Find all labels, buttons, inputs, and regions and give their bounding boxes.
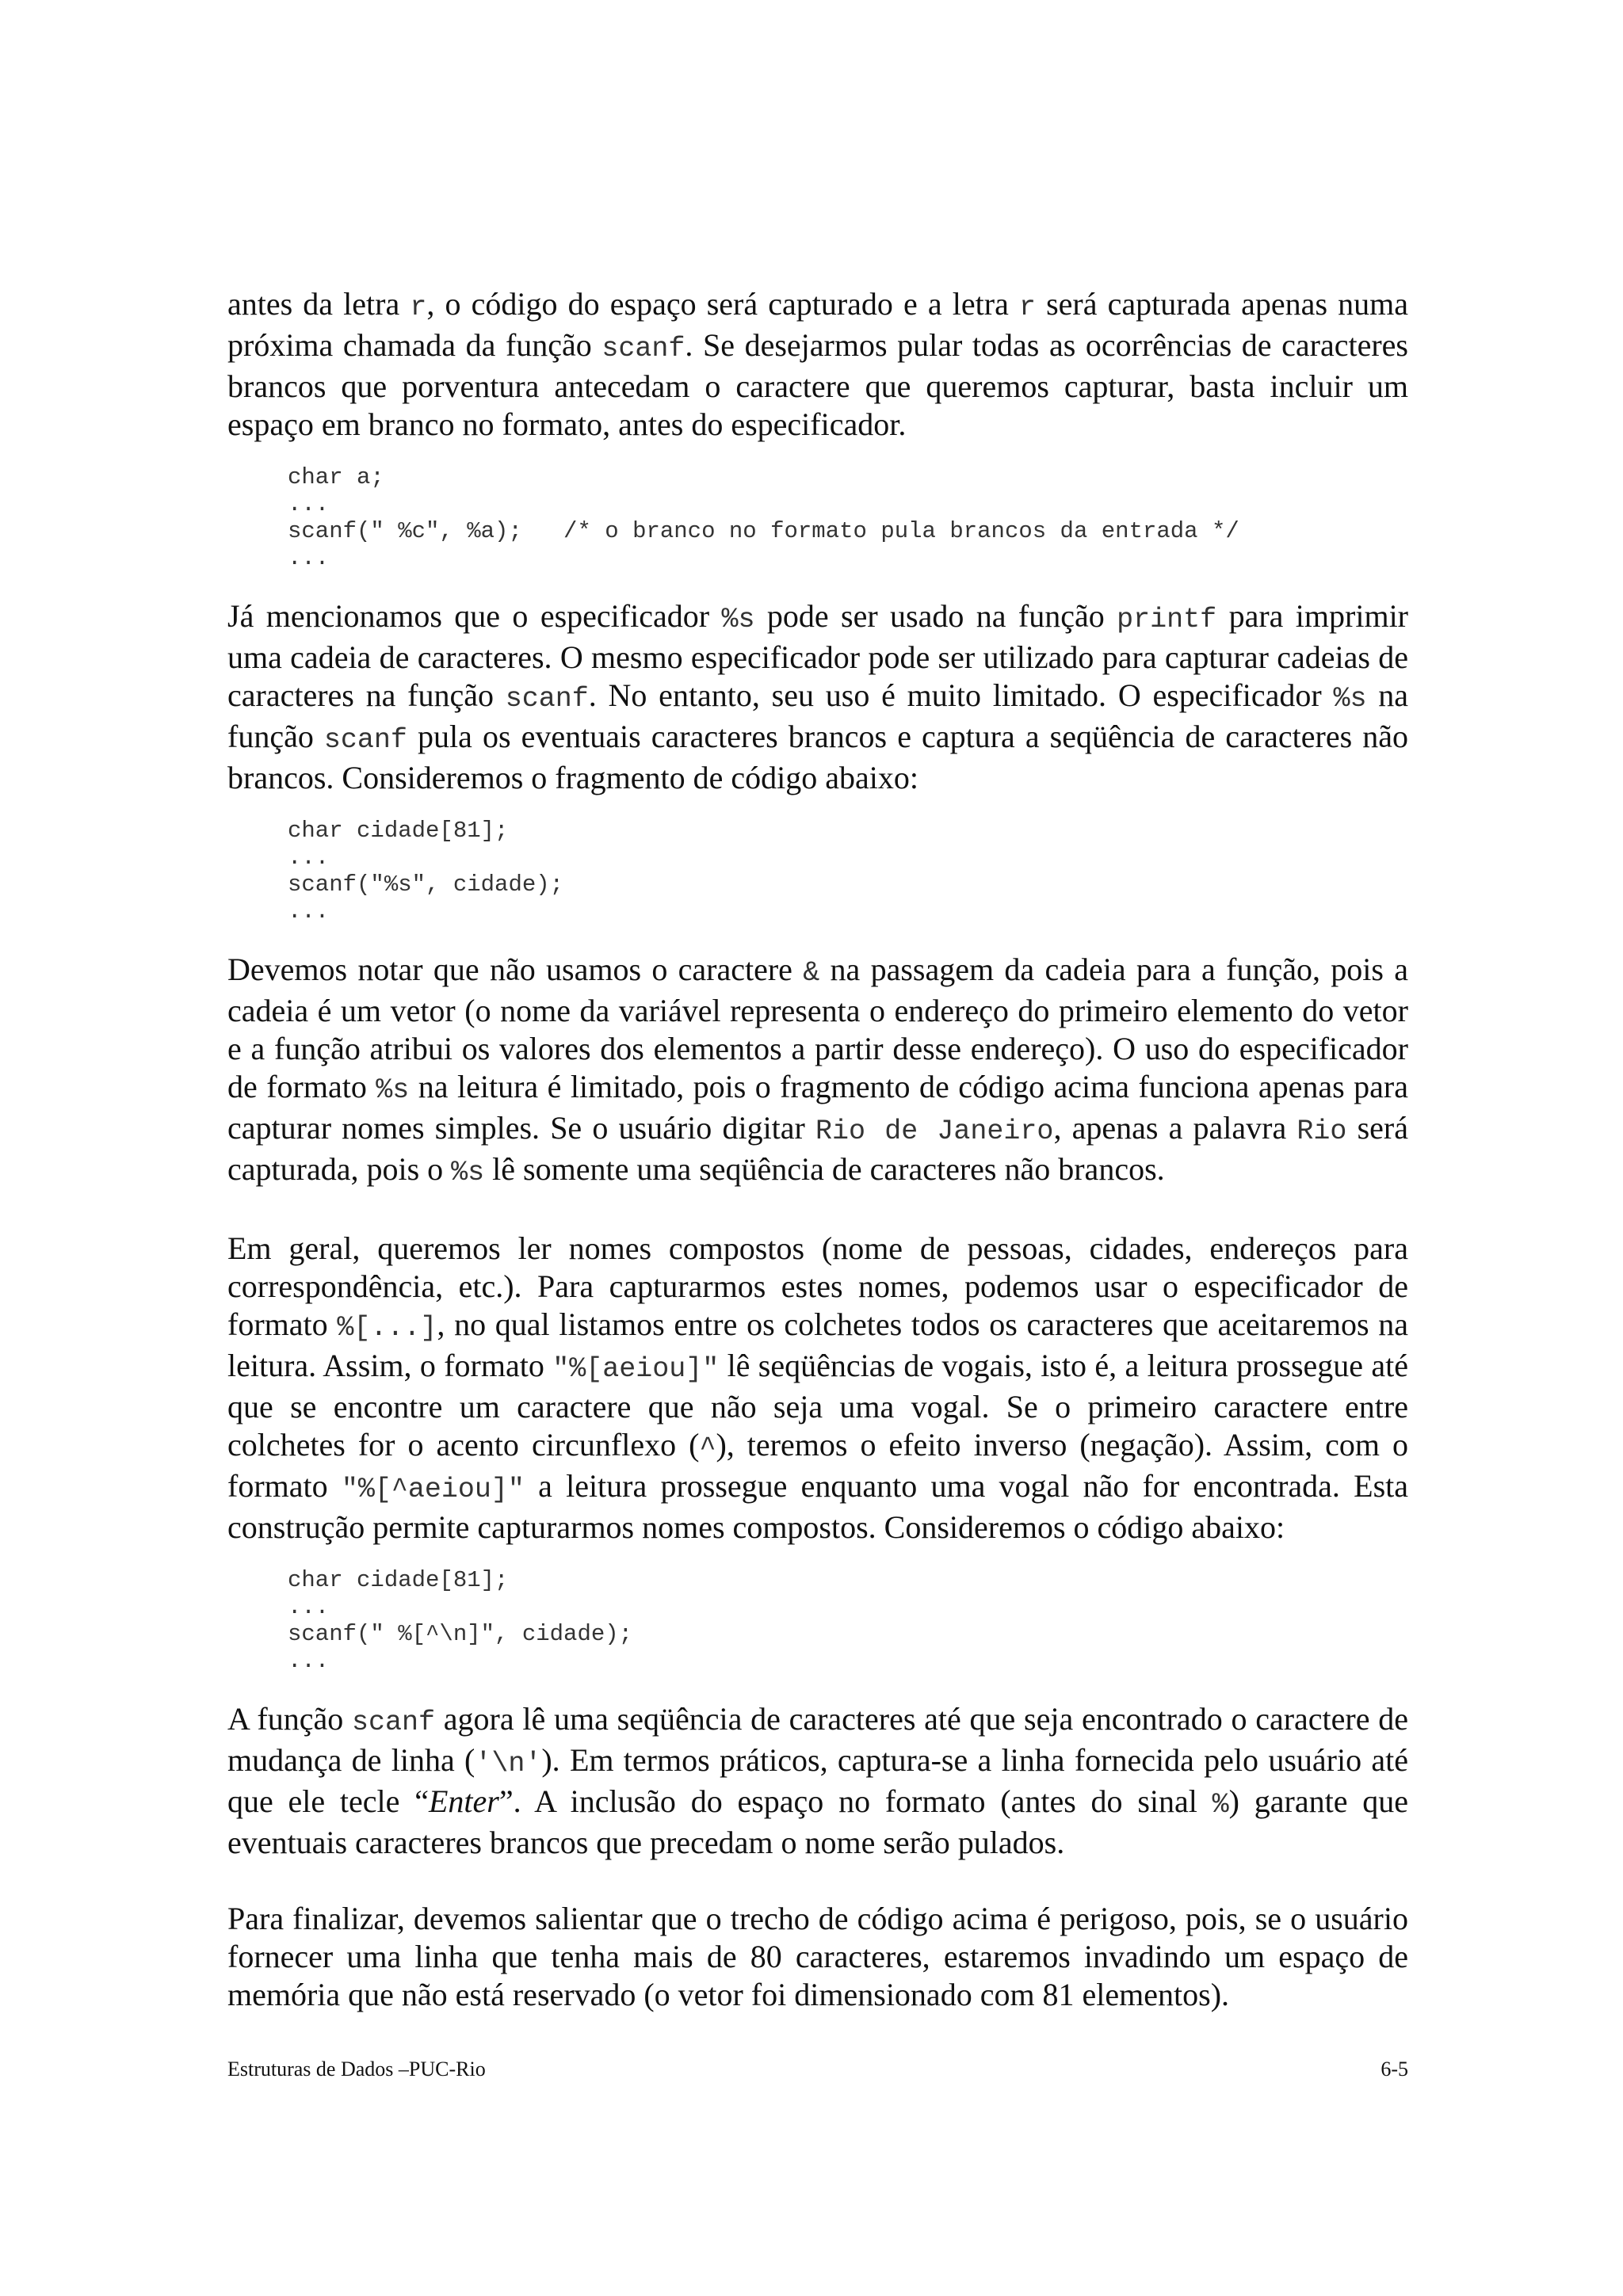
inline-code: scanf	[352, 1707, 436, 1738]
inline-code: Rio de Janeiro	[815, 1116, 1054, 1147]
inline-code: &	[803, 957, 820, 989]
text: Em geral, queremos ler nomes compostos (nome de pessoas, cidades, endereços para correspondência, etc.). Para capturarmos estes nomes, podemos usar o especificador de formato	[227, 1230, 1408, 1342]
text: para imprimir uma cadeia de caracteres. O mesmo especificador pode ser utilizado para capturar cadeias de caracteres na função	[227, 598, 1409, 713]
text: ) garante que eventuais caracteres brancos que precedam o nome serão pulados.	[227, 1783, 1408, 1860]
code-block-1: char a; ... scanf(" %c", %a); /* o branco no formato pula brancos da entrada */ ...	[288, 464, 1239, 571]
text: na passagem da cadeia para a função, pois a cadeia é um vetor (o nome da variável representa o endereço do primeiro elemento do vetor e a função atribui os valores dos elementos a partir desse endereço). O uso do especificador de formato	[227, 952, 1408, 1104]
text: ). Em termos práticos, captura-se a linha fornecida pelo usuário até que ele tecle “	[227, 1742, 1408, 1819]
paragraph-2	[227, 597, 1408, 797]
inline-code: printf	[1117, 604, 1217, 635]
inline-code: %	[1212, 1789, 1229, 1821]
text: será capturada, pois o	[227, 1110, 1408, 1187]
inline-code: "%[aeiou]"	[552, 1353, 720, 1385]
text: pode ser usado na função	[754, 598, 1117, 634]
inline-code: %s	[376, 1074, 410, 1106]
text: lê seqüências de vogais, isto é, a leitura prossegue até que se encontre um caractere que não seja uma vogal. Se o primeiro caractere entre colchetes for o acento circunflexo (	[227, 1348, 1408, 1463]
text: , apenas a palavra	[1053, 1110, 1297, 1146]
text: ), teremos o efeito inverso (negação). Assim, com o formato	[227, 1427, 1409, 1504]
inline-code: scanf	[505, 683, 589, 715]
code-block-3: char cidade[81]; ... scanf(" %[^\n]", cidade); ...	[288, 1567, 633, 1674]
paragraph-4	[227, 1230, 1408, 1547]
text: será capturada apenas numa próxima chamada da função	[227, 286, 1408, 363]
inline-code: %s	[1333, 683, 1367, 715]
inline-code: Rio	[1296, 1116, 1347, 1147]
paragraph-6	[227, 1900, 1408, 2014]
text: . No entanto, seu uso é muito limitado. O especificador	[588, 677, 1334, 713]
text: lê somente uma seqüência de caracteres não brancos.	[484, 1151, 1165, 1187]
inline-code: "%[^aeiou]"	[341, 1474, 525, 1505]
text: Devemos notar que não usamos o caractere	[227, 952, 804, 987]
inline-code: r	[410, 292, 427, 323]
paragraph-1	[227, 285, 1408, 444]
emphasis: Enter	[428, 1783, 499, 1819]
text: , o código do espaço será capturado e a letra	[426, 286, 1019, 322]
text: Para finalizar, devemos salientar que o trecho de código acima é perigoso, pois, se o usuário fornecer uma linha que tenha mais de 80 caracteres, estaremos invadindo um espaço de memória que não está reservado (o vetor foi dimensionado com 81 elementos).	[227, 1901, 1408, 2012]
text: a leitura prossegue enquanto uma vogal não for encontrada. Esta construção permite capturarmos nomes compostos. Consideremos o código abaixo:	[227, 1468, 1408, 1545]
inline-code: r	[1018, 292, 1036, 323]
page-content	[227, 285, 1408, 2014]
inline-code: '\n'	[475, 1748, 542, 1779]
text: agora lê uma seqüência de caracteres até que seja encontrado o caractere de mudança de linha (	[227, 1701, 1408, 1778]
text: na leitura é limitado, pois o fragmento de código acima funciona apenas para capturar nomes simples. Se o usuário digitar	[227, 1069, 1409, 1146]
text: na função	[227, 677, 1408, 754]
text: ”. A inclusão do espaço no formato (antes do sinal	[498, 1783, 1212, 1819]
text: Já mencionamos que o especificador	[227, 598, 722, 634]
paragraph-3	[227, 951, 1408, 1192]
inline-code: %[...]	[337, 1312, 437, 1344]
inline-code: %s	[451, 1157, 485, 1188]
text: . Se desejarmos pular todas as ocorrências de caracteres brancos que porventura antecedam o caractere que queremos capturar, basta incluir um espaço em branco no formato, antes do especificador.	[227, 327, 1408, 442]
inline-code: %s	[721, 604, 755, 635]
inline-code: scanf	[323, 724, 407, 756]
inline-code: ^	[699, 1432, 716, 1464]
page-number: 6-5	[1381, 2058, 1408, 2081]
text: antes da letra	[227, 286, 411, 322]
paragraph-5	[227, 1700, 1408, 1862]
text: pula os eventuais caracteres brancos e captura a seqüência de caracteres não brancos. Consideremos o fragmento de código abaixo:	[227, 719, 1408, 795]
code-block-2: char cidade[81]; ... scanf("%s", cidade); ...	[288, 818, 564, 925]
inline-code: scanf	[601, 333, 685, 364]
footer-title: Estruturas de Dados –PUC-Rio	[227, 2058, 486, 2081]
text: A função	[227, 1701, 353, 1737]
text: , no qual listamos entre os colchetes todos os caracteres que aceitaremos na leitura. Assim, o formato	[227, 1306, 1409, 1383]
